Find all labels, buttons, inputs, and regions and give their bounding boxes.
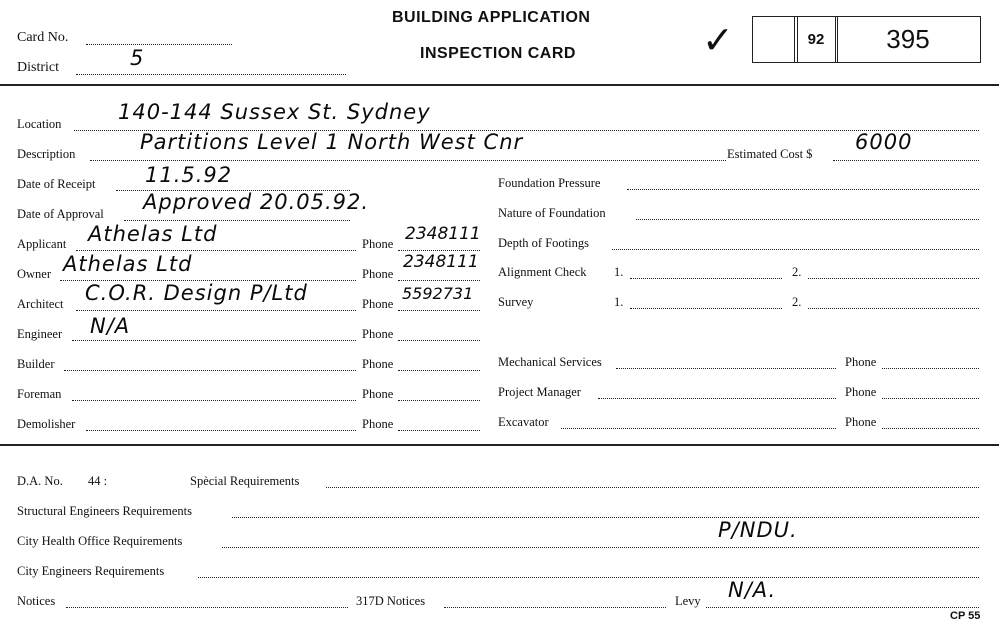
- notices-field[interactable]: [66, 607, 348, 608]
- district-value: 5: [130, 46, 145, 70]
- foreman-field[interactable]: [72, 400, 356, 401]
- alignment-check-2-field[interactable]: [808, 278, 979, 279]
- project-manager-field[interactable]: [598, 398, 836, 399]
- description-label: Description: [17, 147, 76, 161]
- project-manager-phone-field[interactable]: [882, 398, 979, 399]
- card-no-field[interactable]: [86, 44, 232, 45]
- survey-1-field[interactable]: [630, 308, 782, 309]
- district-label: District: [17, 60, 59, 75]
- description-field[interactable]: [90, 160, 726, 161]
- depth-footings-label: Depth of Footings: [498, 236, 589, 250]
- demolisher-phone-field[interactable]: [398, 430, 480, 431]
- foreman-label: Foreman: [17, 387, 62, 401]
- excavator-phone-field[interactable]: [882, 428, 979, 429]
- mechanical-phone-field[interactable]: [882, 368, 979, 369]
- alignment-check-1-field[interactable]: [630, 278, 782, 279]
- notices-317d-field[interactable]: [444, 607, 666, 608]
- foreman-phone-label: Phone: [362, 387, 394, 401]
- architect-field[interactable]: [76, 310, 356, 311]
- demolisher-field[interactable]: [86, 430, 356, 431]
- applicant-phone-label: Phone: [362, 237, 394, 251]
- depth-footings-field[interactable]: [612, 249, 979, 250]
- title-line-2: INSPECTION CARD: [420, 45, 576, 62]
- foundation-pressure-field[interactable]: [627, 189, 979, 190]
- health-requirements-value: P/NDU.: [718, 518, 798, 542]
- mechanical-services-field[interactable]: [616, 368, 836, 369]
- architect-value: C.O.R. Design P/Ltd: [85, 281, 308, 305]
- card-no-label: Card No.: [17, 30, 69, 45]
- survey-label: Survey: [498, 295, 534, 309]
- levy-field[interactable]: [706, 607, 979, 608]
- structural-requirements-field[interactable]: [232, 517, 979, 518]
- builder-field[interactable]: [64, 370, 356, 371]
- description-value: Partitions Level 1 North West Cnr: [140, 130, 524, 154]
- applicant-phone-value: 2348111: [405, 224, 481, 244]
- excavator-field[interactable]: [561, 428, 836, 429]
- year-box: 92: [794, 16, 838, 63]
- excavator-label: Excavator: [498, 415, 549, 429]
- date-approval-label: Date of Approval: [17, 207, 104, 221]
- header-divider: [0, 84, 999, 86]
- card-checkbox[interactable]: [752, 16, 798, 63]
- title-line-1: BUILDING APPLICATION: [392, 9, 591, 26]
- foreman-phone-field[interactable]: [398, 400, 480, 401]
- da-no-value: 44 :: [88, 474, 108, 488]
- nature-foundation-field[interactable]: [636, 219, 979, 220]
- mechanical-services-label: Mechanical Services: [498, 355, 602, 369]
- estimated-cost-label: Estimated Cost $: [727, 147, 813, 161]
- applicant-label: Applicant: [17, 237, 67, 251]
- alignment-check-1-label: 1.: [614, 265, 624, 279]
- location-label: Location: [17, 117, 62, 131]
- location-value: 140-144 Sussex St. Sydney: [118, 100, 431, 124]
- date-receipt-value: 11.5.92: [145, 163, 233, 187]
- engineer-value: N/A: [90, 314, 131, 338]
- city-engineers-label: City Engineers Requirements: [17, 564, 165, 578]
- builder-phone-label: Phone: [362, 357, 394, 371]
- levy-label: Levy: [675, 594, 701, 608]
- architect-phone-label: Phone: [362, 297, 394, 311]
- alignment-check-2-label: 2.: [792, 265, 802, 279]
- owner-phone-field[interactable]: [398, 280, 480, 281]
- architect-label: Architect: [17, 297, 64, 311]
- structural-requirements-label: Structural Engineers Requirements: [17, 504, 192, 518]
- estimated-cost-value: 6000: [855, 130, 913, 154]
- project-manager-phone-label: Phone: [845, 385, 877, 399]
- alignment-check-label: Alignment Check: [498, 265, 587, 279]
- survey-2-field[interactable]: [808, 308, 979, 309]
- special-requirements-field[interactable]: [326, 487, 979, 488]
- demolisher-phone-label: Phone: [362, 417, 394, 431]
- special-requirements-label: Spècial Requirements: [190, 474, 300, 488]
- notices-317d-label: 317D Notices: [356, 594, 426, 608]
- city-engineers-field[interactable]: [198, 577, 979, 578]
- health-requirements-field[interactable]: [222, 547, 979, 548]
- check-mark-icon: ✓: [702, 18, 734, 62]
- excavator-phone-label: Phone: [845, 415, 877, 429]
- date-approval-field[interactable]: [124, 220, 350, 221]
- date-receipt-label: Date of Receipt: [17, 177, 96, 191]
- survey-2-label: 2.: [792, 295, 802, 309]
- owner-label: Owner: [17, 267, 52, 281]
- demolisher-label: Demolisher: [17, 417, 76, 431]
- notices-label: Notices: [17, 594, 56, 608]
- owner-phone-value: 2348111: [403, 252, 479, 272]
- mechanical-phone-label: Phone: [845, 355, 877, 369]
- card-number-box: 395: [835, 16, 981, 63]
- foundation-pressure-label: Foundation Pressure: [498, 176, 601, 190]
- levy-value: N/A.: [728, 578, 777, 602]
- applicant-value: Athelas Ltd: [88, 222, 218, 246]
- district-field[interactable]: [76, 74, 346, 75]
- architect-phone-value: 5592731: [402, 284, 474, 303]
- estimated-cost-field[interactable]: [833, 160, 979, 161]
- details-divider: [0, 444, 999, 446]
- nature-foundation-label: Nature of Foundation: [498, 206, 606, 220]
- engineer-phone-field[interactable]: [398, 340, 480, 341]
- survey-1-label: 1.: [614, 295, 624, 309]
- date-approval-value: Approved 20.05.92.: [143, 190, 370, 214]
- owner-phone-label: Phone: [362, 267, 394, 281]
- applicant-field[interactable]: [76, 250, 356, 251]
- health-requirements-label: City Health Office Requirements: [17, 534, 183, 548]
- engineer-phone-label: Phone: [362, 327, 394, 341]
- form-code: CP 55: [950, 610, 981, 622]
- project-manager-label: Project Manager: [498, 385, 581, 399]
- architect-phone-field[interactable]: [398, 310, 480, 311]
- builder-phone-field[interactable]: [398, 370, 480, 371]
- engineer-label: Engineer: [17, 327, 63, 341]
- engineer-field[interactable]: [72, 340, 356, 341]
- owner-value: Athelas Ltd: [63, 252, 193, 276]
- builder-label: Builder: [17, 357, 55, 371]
- da-no-label: D.A. No.: [17, 474, 63, 488]
- applicant-phone-field[interactable]: [398, 250, 480, 251]
